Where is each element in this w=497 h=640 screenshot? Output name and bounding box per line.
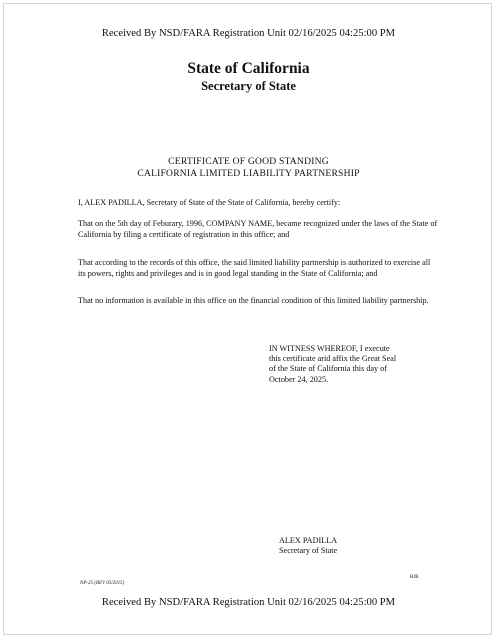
registration-paragraph: That on the 5th day of Feburary, 1996, COMPANY NAME, became recognized under the laws of the State of California by filing a certificate of registration in this office; and <box>78 219 438 239</box>
certificate-title: CERTIFICATE OF GOOD STANDING <box>168 156 329 167</box>
witness-block <box>269 344 409 385</box>
document-title: State of California <box>187 60 310 77</box>
document-subtitle: Secretary of State <box>201 79 296 93</box>
clerk-initials: RJB <box>410 575 419 580</box>
financial-info-paragraph: That no information is available in this office on the financial condition of this limited liability partnership. <box>78 296 429 305</box>
signer-name: ALEX PADILLA <box>279 536 338 545</box>
witness-line: October 24, 2025. <box>269 374 329 384</box>
good-standing-paragraph: That according to the records of this office, the said limited liability partnership is authorized to exercise all its powers, rights and privileges and is in good legal standing in the State of California; and <box>78 258 431 278</box>
certificate-subtitle: CALIFORNIA LIMITED LIABILITY PARTNERSHIP <box>137 168 360 179</box>
form-code: NP-25 (REV 03/2015) <box>80 581 125 586</box>
received-stamp-footer: Received By NSD/FARA Registration Unit 02/16/2025 04:25:00 PM <box>101 597 396 608</box>
witness-line: this certificate arid affix the Great Seal <box>269 354 397 364</box>
document-page <box>3 3 492 635</box>
witness-line: of the State of California this day of <box>269 364 388 374</box>
received-stamp-header: Received By NSD/FARA Registration Unit 02/16/2025 04:25:00 PM <box>101 28 396 39</box>
witness-line: IN WITNESS WHEREOF, I execute <box>269 344 390 353</box>
signer-title: Secretary of State <box>279 546 338 556</box>
signature-block <box>279 536 337 557</box>
certify-intro-paragraph: I, ALEX PADILLA, Secretary of State of the State of California, hereby certify: <box>78 198 341 207</box>
